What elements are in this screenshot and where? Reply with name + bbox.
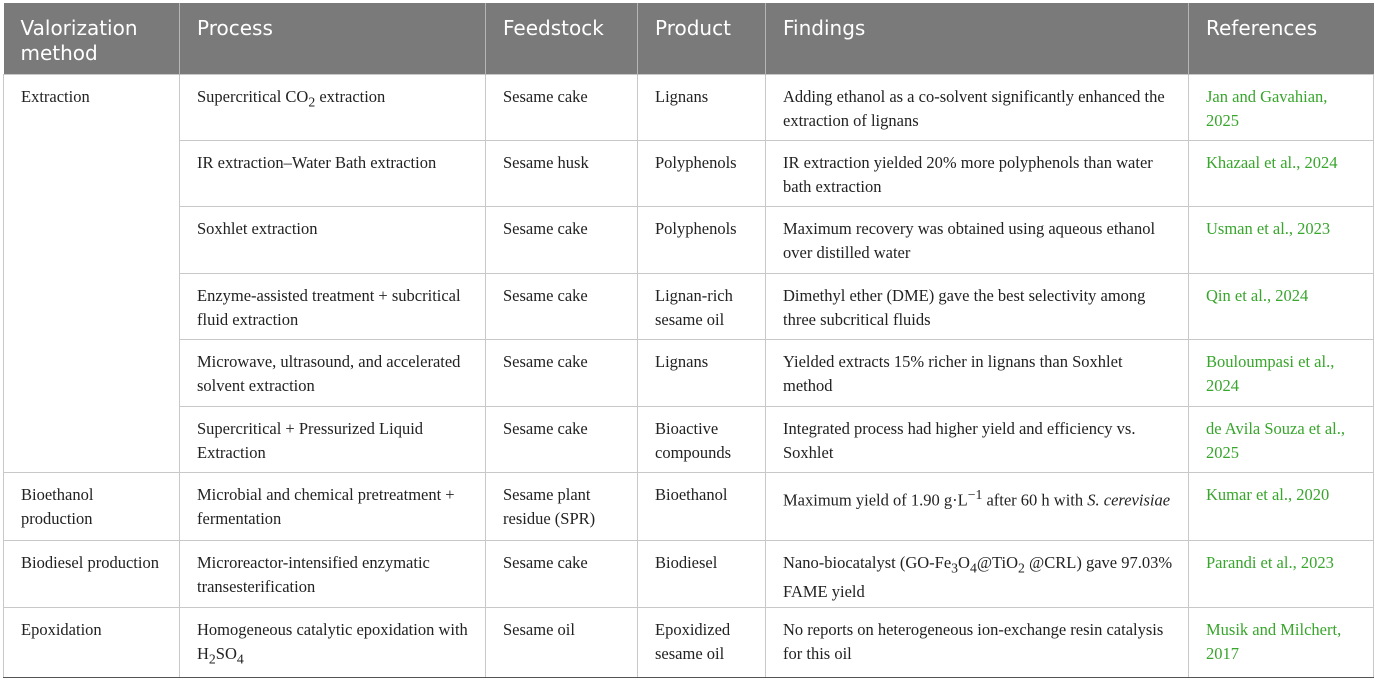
method-cell: Epoxidation xyxy=(4,608,180,678)
product-cell: Lignans xyxy=(638,75,766,141)
process-cell: Supercritical + Pressurized Liquid Extraction xyxy=(180,407,486,473)
subscript: 2 xyxy=(208,651,216,667)
header-process: Process xyxy=(180,3,486,75)
reference-link[interactable]: de Avila Souza et al., 2025 xyxy=(1189,407,1374,473)
process-cell: Microreactor-intensified enzymatic transesterification xyxy=(180,541,486,608)
feedstock-cell: Sesame cake xyxy=(486,274,638,340)
process-cell xyxy=(180,75,486,141)
feedstock-cell: Sesame cake xyxy=(486,75,638,141)
findings-cell: Maximum recovery was obtained using aqueous ethanol over distilled water xyxy=(766,207,1189,274)
table-row xyxy=(4,141,1374,207)
feedstock-cell: Sesame cake xyxy=(486,340,638,407)
process-cell: Microbial and chemical pretreatment + fermentation xyxy=(180,473,486,541)
feedstock-cell: Sesame oil xyxy=(486,608,638,678)
reference-link[interactable]: Parandi et al., 2023 xyxy=(1189,541,1374,608)
findings-text: Maximum yield of 1.90 g·L xyxy=(783,490,968,510)
table-row xyxy=(4,541,1374,608)
subscript: 3 xyxy=(951,560,959,576)
reference-link[interactable]: Bouloumpasi et al., 2024 xyxy=(1189,340,1374,407)
header-references: References xyxy=(1189,3,1374,75)
method-cell: Biodiesel production xyxy=(4,541,180,608)
header-valorization-method: Valorization method xyxy=(4,3,180,75)
product-cell: Lignans xyxy=(638,340,766,407)
table-row xyxy=(4,407,1374,473)
findings-text: after 60 h with xyxy=(982,490,1088,510)
product-cell: Biodiesel xyxy=(638,541,766,608)
findings-cell: IR extraction yielded 20% more polyphenols than water bath extraction xyxy=(766,141,1189,207)
product-cell: Bioactive compounds xyxy=(638,407,766,473)
table-row xyxy=(4,274,1374,340)
reference-link[interactable]: Khazaal et al., 2024 xyxy=(1189,141,1374,207)
process-cell: Microwave, ultrasound, and accelerated solvent extraction xyxy=(180,340,486,407)
valorization-table xyxy=(3,3,1374,678)
process-text: extraction xyxy=(315,87,386,106)
subscript: 4 xyxy=(236,651,244,667)
findings-text: @CRL) gave 97.03% FAME yield xyxy=(783,553,1173,602)
superscript: −1 xyxy=(967,487,983,502)
process-text: SO xyxy=(215,644,237,663)
table-row xyxy=(4,608,1374,678)
feedstock-cell: Sesame cake xyxy=(486,407,638,473)
process-cell xyxy=(180,608,486,678)
method-cell: Bioethanol production xyxy=(4,473,180,541)
findings-cell xyxy=(766,541,1189,608)
species-name: S. cerevisiae xyxy=(1087,490,1171,510)
feedstock-cell: Sesame plant residue (SPR) xyxy=(486,473,638,541)
product-cell: Epoxidized sesame oil xyxy=(638,608,766,678)
reference-link[interactable]: Jan and Gavahian, 2025 xyxy=(1189,75,1374,141)
findings-text: @TiO xyxy=(976,553,1019,572)
reference-link[interactable]: Qin et al., 2024 xyxy=(1189,274,1374,340)
subscript: 2 xyxy=(308,94,316,110)
reference-link[interactable]: Usman et al., 2023 xyxy=(1189,207,1374,274)
findings-cell xyxy=(766,473,1189,541)
reference-link[interactable]: Musik and Milchert, 2017 xyxy=(1189,608,1374,678)
header-feedstock: Feedstock xyxy=(486,3,638,75)
findings-cell: Adding ethanol as a co-solvent significantly enhanced the extraction of lignans xyxy=(766,75,1189,141)
method-cell: Extraction xyxy=(4,75,180,473)
reference-link[interactable]: Kumar et al., 2020 xyxy=(1189,473,1374,541)
feedstock-cell: Sesame cake xyxy=(486,207,638,274)
findings-cell: Integrated process had higher yield and efficiency vs. Soxhlet xyxy=(766,407,1189,473)
findings-text: Nano-biocatalyst (GO-Fe xyxy=(783,553,952,572)
product-cell: Polyphenols xyxy=(638,207,766,274)
product-cell: Polyphenols xyxy=(638,141,766,207)
product-cell: Lignan-rich sesame oil xyxy=(638,274,766,340)
feedstock-cell: Sesame cake xyxy=(486,541,638,608)
table-row xyxy=(4,473,1374,541)
process-cell: IR extraction–Water Bath extraction xyxy=(180,141,486,207)
header-row xyxy=(4,3,1374,75)
findings-cell: Dimethyl ether (DME) gave the best selectivity among three subcritical fluids xyxy=(766,274,1189,340)
process-text: Homogeneous catalytic epoxidation with H xyxy=(197,620,468,663)
header-findings: Findings xyxy=(766,3,1189,75)
process-cell: Soxhlet extraction xyxy=(180,207,486,274)
product-cell: Bioethanol xyxy=(638,473,766,541)
process-cell: Enzyme-assisted treatment + subcritical fluid extraction xyxy=(180,274,486,340)
header-product: Product xyxy=(638,3,766,75)
findings-cell: No reports on heterogeneous ion-exchange resin catalysis for this oil xyxy=(766,608,1189,678)
process-text: Supercritical CO xyxy=(197,87,309,106)
subscript: 4 xyxy=(969,560,977,576)
findings-cell: Yielded extracts 15% richer in lignans than Soxhlet method xyxy=(766,340,1189,407)
table-row xyxy=(4,207,1374,274)
subscript: 2 xyxy=(1018,560,1025,576)
table-row xyxy=(4,340,1374,407)
table-row xyxy=(4,75,1374,141)
findings-text: O xyxy=(958,553,970,572)
feedstock-cell: Sesame husk xyxy=(486,141,638,207)
